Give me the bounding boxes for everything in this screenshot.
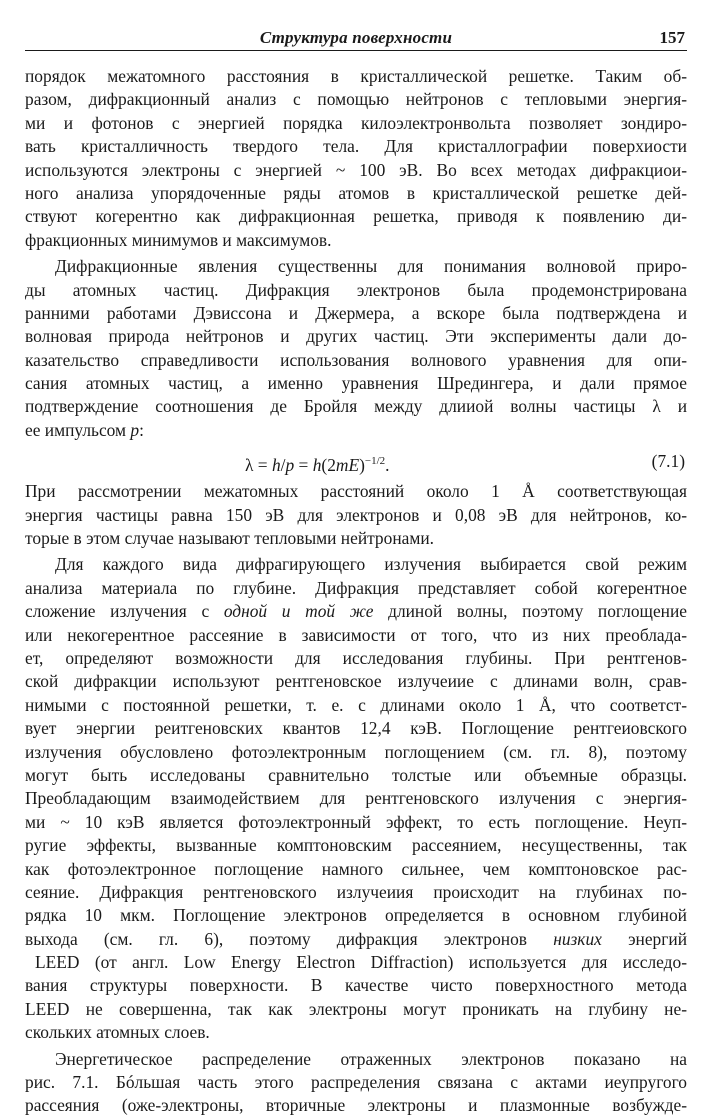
text-line: сания атомных частиц, а именно уравнения Шредингера, и дали прямое — [25, 373, 687, 394]
text-line: как фотоэлектронное поглощение намного сильнее, чем комптоновское рас- — [25, 858, 687, 879]
book-page — [25, 26, 687, 1118]
text-line: рассеяния (оже-электроны, вторичные электроны и плазмонные возбужде- — [25, 1095, 687, 1116]
text-line: При рассмотрении межатомных расстояний около 1 Å соответствующая — [25, 481, 687, 502]
text-line: ет, определяют возможности для исследования глубины. При рентгенов- — [25, 647, 687, 668]
text-line: могут быть исследованы сравнительно толстые или объемные образцы. — [25, 764, 687, 785]
equation-expression: $\lambda = h/p = h(2mE)^{-1/2}$. — [245, 455, 390, 476]
running-header — [25, 26, 687, 51]
text-line: выхода (см. гл. 6), поэтому дифракция электронов низких энергий — [25, 928, 687, 949]
text-line: или некогерентное рассеяние в зависимости от того, что из них преоблада- — [25, 624, 687, 645]
text-line: нимыми с постоянной решетки, т. е. с длинами около 1 Å, что соответст- — [25, 694, 687, 715]
running-title: Структура поверхности — [259, 28, 453, 47]
text-line: LEED не совершенна, так как электроны могут проникать на глубину не- — [25, 998, 687, 1019]
text-line: Преобладающим взаимодействием для рентгеновского излучения с энергия- — [25, 788, 687, 809]
text-line: волновая природа нейтронов и других частиц. Эти эксперименты дали до- — [25, 326, 687, 347]
text-line: рядка 10 мкм. Поглощение электронов определяется в основном глубиной — [25, 905, 687, 926]
text-line: ного анализа упорядоченные ряды атомов в кристаллической решетке дей- — [25, 182, 687, 203]
text-line: вания структуры поверхности. В качестве чисто поверхностного метода — [25, 975, 687, 996]
text-line: Дифракционные явления существенны для понимания волновой приро- — [55, 256, 687, 277]
text-line: подтверждение соотношения де Бройля между длииой волны частицы λ и — [25, 396, 687, 417]
text-line: сеяние. Дифракция рентгеновского излучеиия происходит на глубинах по- — [25, 881, 687, 902]
text-line: рис. 7.1. Бóльшая часть этого распределения связана с актами иеупругого — [25, 1072, 687, 1093]
text-line: фракционных минимумов и максимумов. — [25, 229, 332, 250]
text-line: ми ~ 10 кэВ является фотоэлектронный эффект, то есть поглощение. Неуп- — [25, 811, 687, 832]
text-line: ранними работами Дэвиссона и Джермера, а вскоре была подтверждена и — [25, 302, 687, 323]
text-line: ской дифракции используют рентгеновское излучеиие с длинами волн, срав- — [25, 671, 687, 692]
text-line: излучения обусловлено фотоэлектронным поглощением (см. гл. 8), поэтому — [25, 741, 687, 762]
text-line: ды атомных частиц. Дифракция электронов была продемонстрирована — [25, 279, 687, 300]
page-number: 157 — [659, 28, 685, 47]
text-line: казательство справедливости использования волнового уравнения для опи- — [25, 349, 687, 370]
text-line: используются электроны с энергией ~ 100 эВ. Во всех методах дифракциои- — [25, 159, 687, 180]
text-line: Энергетическое распределение отраженных электронов показано на — [55, 1048, 687, 1069]
text-line: вать кристалличность твердого тела. Для кристаллографии поверхиости — [25, 136, 687, 157]
text-line: LEED (от англ. Low Energy Electron Diffraction) используется для исследо- — [35, 952, 687, 973]
text-line: ее импульсом p: — [25, 419, 144, 440]
text-line: Для каждого вида дифрагирующего излучения выбирается свой режим — [55, 554, 687, 575]
text-line: разом, дифракционный анализ с помощью нейтронов с тепловыми энергия- — [25, 89, 687, 110]
text-line: скольких атомных слоев. — [25, 1022, 210, 1043]
text-line: сложение излучения с одной и той же длиной волны, поэтому поглощение — [25, 601, 687, 622]
text-line: энергия частицы равна 150 эВ для электронов и 0,08 эВ для нейтронов, ко- — [25, 504, 687, 525]
text-line: торые в этом случае называют тепловыми нейтронами. — [25, 528, 435, 549]
text-line: ствуют когерентно как дифракционная решетка, приводя к появлению ди- — [25, 206, 687, 227]
equation-number: (7.1) — [651, 451, 685, 472]
text-line: ругие эффекты, вызванные комптоновским рассеянием, несущественны, так — [25, 835, 687, 856]
text-line: ми и фотонов с энергией порядка килоэлектронвольта позволяет зондиро- — [25, 112, 687, 133]
text-line: анализа материала по глубине. Дифракция представляет собой когерентное — [25, 577, 687, 598]
text-line: вует энергии реитгеновских квантов 12,4 кэВ. Поглощение рентгеиовского — [25, 718, 687, 739]
text-line: порядок межатомного расстояния в кристаллической решетке. Таким об- — [25, 66, 687, 86]
main-text — [25, 65, 687, 1118]
equation-7-1 — [25, 448, 687, 476]
